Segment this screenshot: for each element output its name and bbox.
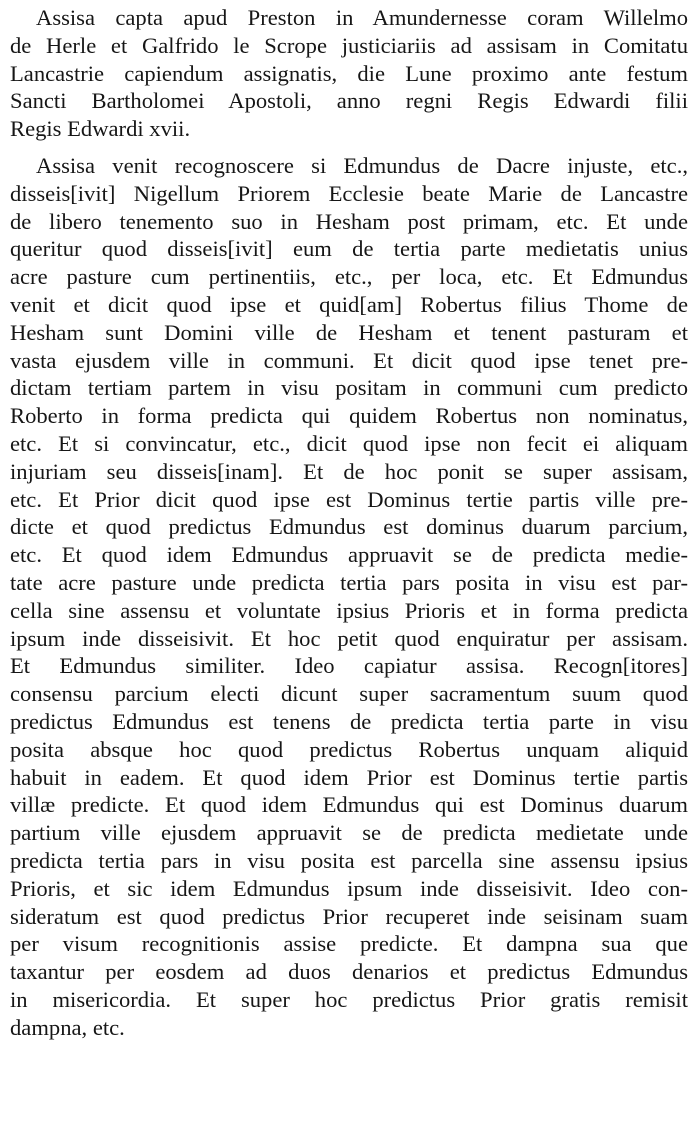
- text-line: venit et dicit quod ipse et quid[am] Robertus filius Thome de: [10, 291, 688, 317]
- text-line: Roberto in forma predicta qui quidem Robertus non nominatus,: [10, 403, 688, 429]
- text-line: etc. Et si convincatur, etc., dicit quod ipse non fecit ei aliquam: [10, 430, 688, 456]
- paragraph-assize-heading: [10, 4, 688, 143]
- text-line: dampna, etc.: [10, 1014, 125, 1040]
- text-line: per visum recognitionis assise predicte. Et dampna sua que: [10, 931, 688, 957]
- text-line: cella sine assensu et voluntate ipsius Prioris et in forma predicta: [10, 597, 688, 623]
- text-line: ipsum inde disseisivit. Et hoc petit quod enquiratur per assisam.: [10, 625, 688, 651]
- text-line: predicta tertia pars in visu posita est parcella sine assensu ipsius: [10, 847, 688, 873]
- text-line: Hesham sunt Domini ville de Hesham et tenent pasturam et: [10, 319, 688, 345]
- text-line: vasta ejusdem ville in communi. Et dicit quod ipse tenet pre-: [10, 347, 688, 373]
- text-line: Assisa venit recognoscere si Edmundus de Dacre injuste, etc.,: [36, 152, 688, 178]
- text-line: etc. Et Prior dicit quod ipse est Dominus tertie partis ville pre-: [10, 486, 688, 512]
- text-line: posita absque hoc quod predictus Robertus unquam aliquid: [10, 736, 688, 762]
- text-line: queritur quod disseis[ivit] eum de tertia parte medietatis unius: [10, 236, 688, 262]
- text-line: partium ville ejusdem appruavit se de predicta medietate unde: [10, 820, 688, 846]
- text-line: injuriam seu disseis[inam]. Et de hoc ponit se super assisam,: [10, 458, 688, 484]
- text-line: Assisa capta apud Preston in Amundernesse coram Willelmo: [36, 5, 688, 30]
- text-line: etc. Et quod idem Edmundus appruavit se de predicta medie-: [10, 542, 688, 568]
- text-line: Lancastrie capiendum assignatis, die Lune proximo ante festum: [10, 60, 688, 86]
- text-line: villæ predicte. Et quod idem Edmundus qui est Dominus duarum: [10, 792, 688, 818]
- text-line: de Herle et Galfrido le Scrope justiciariis ad assisam in Comitatu: [10, 32, 688, 58]
- text-line: taxantur per eosdem ad duos denarios et predictus Edmundus: [10, 959, 688, 985]
- text-line: dicte et quod predictus Edmundus est dominus duarum parcium,: [10, 514, 688, 540]
- text-line: habuit in eadem. Et quod idem Prior est Dominus tertie partis: [10, 764, 688, 790]
- text-line: acre pasture cum pertinentiis, etc., per loca, etc. Et Edmundus: [10, 264, 688, 290]
- text-line: disseis[ivit] Nigellum Priorem Ecclesie beate Marie de Lancastre: [10, 180, 688, 206]
- text-line: sideratum est quod predictus Prior recuperet inde seisinam suam: [10, 903, 688, 929]
- text-line: Et Edmundus similiter. Ideo capiatur assisa. Recogn[itores]: [10, 653, 688, 679]
- text-line: tate acre pasture unde predicta tertia pars posita in visu est par-: [10, 569, 688, 595]
- text-line: consensu parcium electi dicunt super sacramentum suum quod: [10, 681, 688, 707]
- paragraph-assize-record: [10, 152, 688, 1042]
- text-line: Prioris, et sic idem Edmundus ipsum inde disseisivit. Ideo con-: [10, 875, 688, 901]
- text-line: Sancti Bartholomei Apostoli, anno regni Regis Edwardi filii: [10, 88, 688, 114]
- text-line: predictus Edmundus est tenens de predicta tertia parte in visu: [10, 708, 688, 734]
- text-line: Regis Edwardi xvii.: [10, 116, 191, 142]
- text-line: dictam tertiam partem in visu positam in communi cum predicto: [10, 375, 688, 401]
- text-line: in misericordia. Et super hoc predictus Prior gratis remisit: [10, 986, 688, 1012]
- text-line: de libero tenemento suo in Hesham post primam, etc. Et unde: [10, 208, 688, 234]
